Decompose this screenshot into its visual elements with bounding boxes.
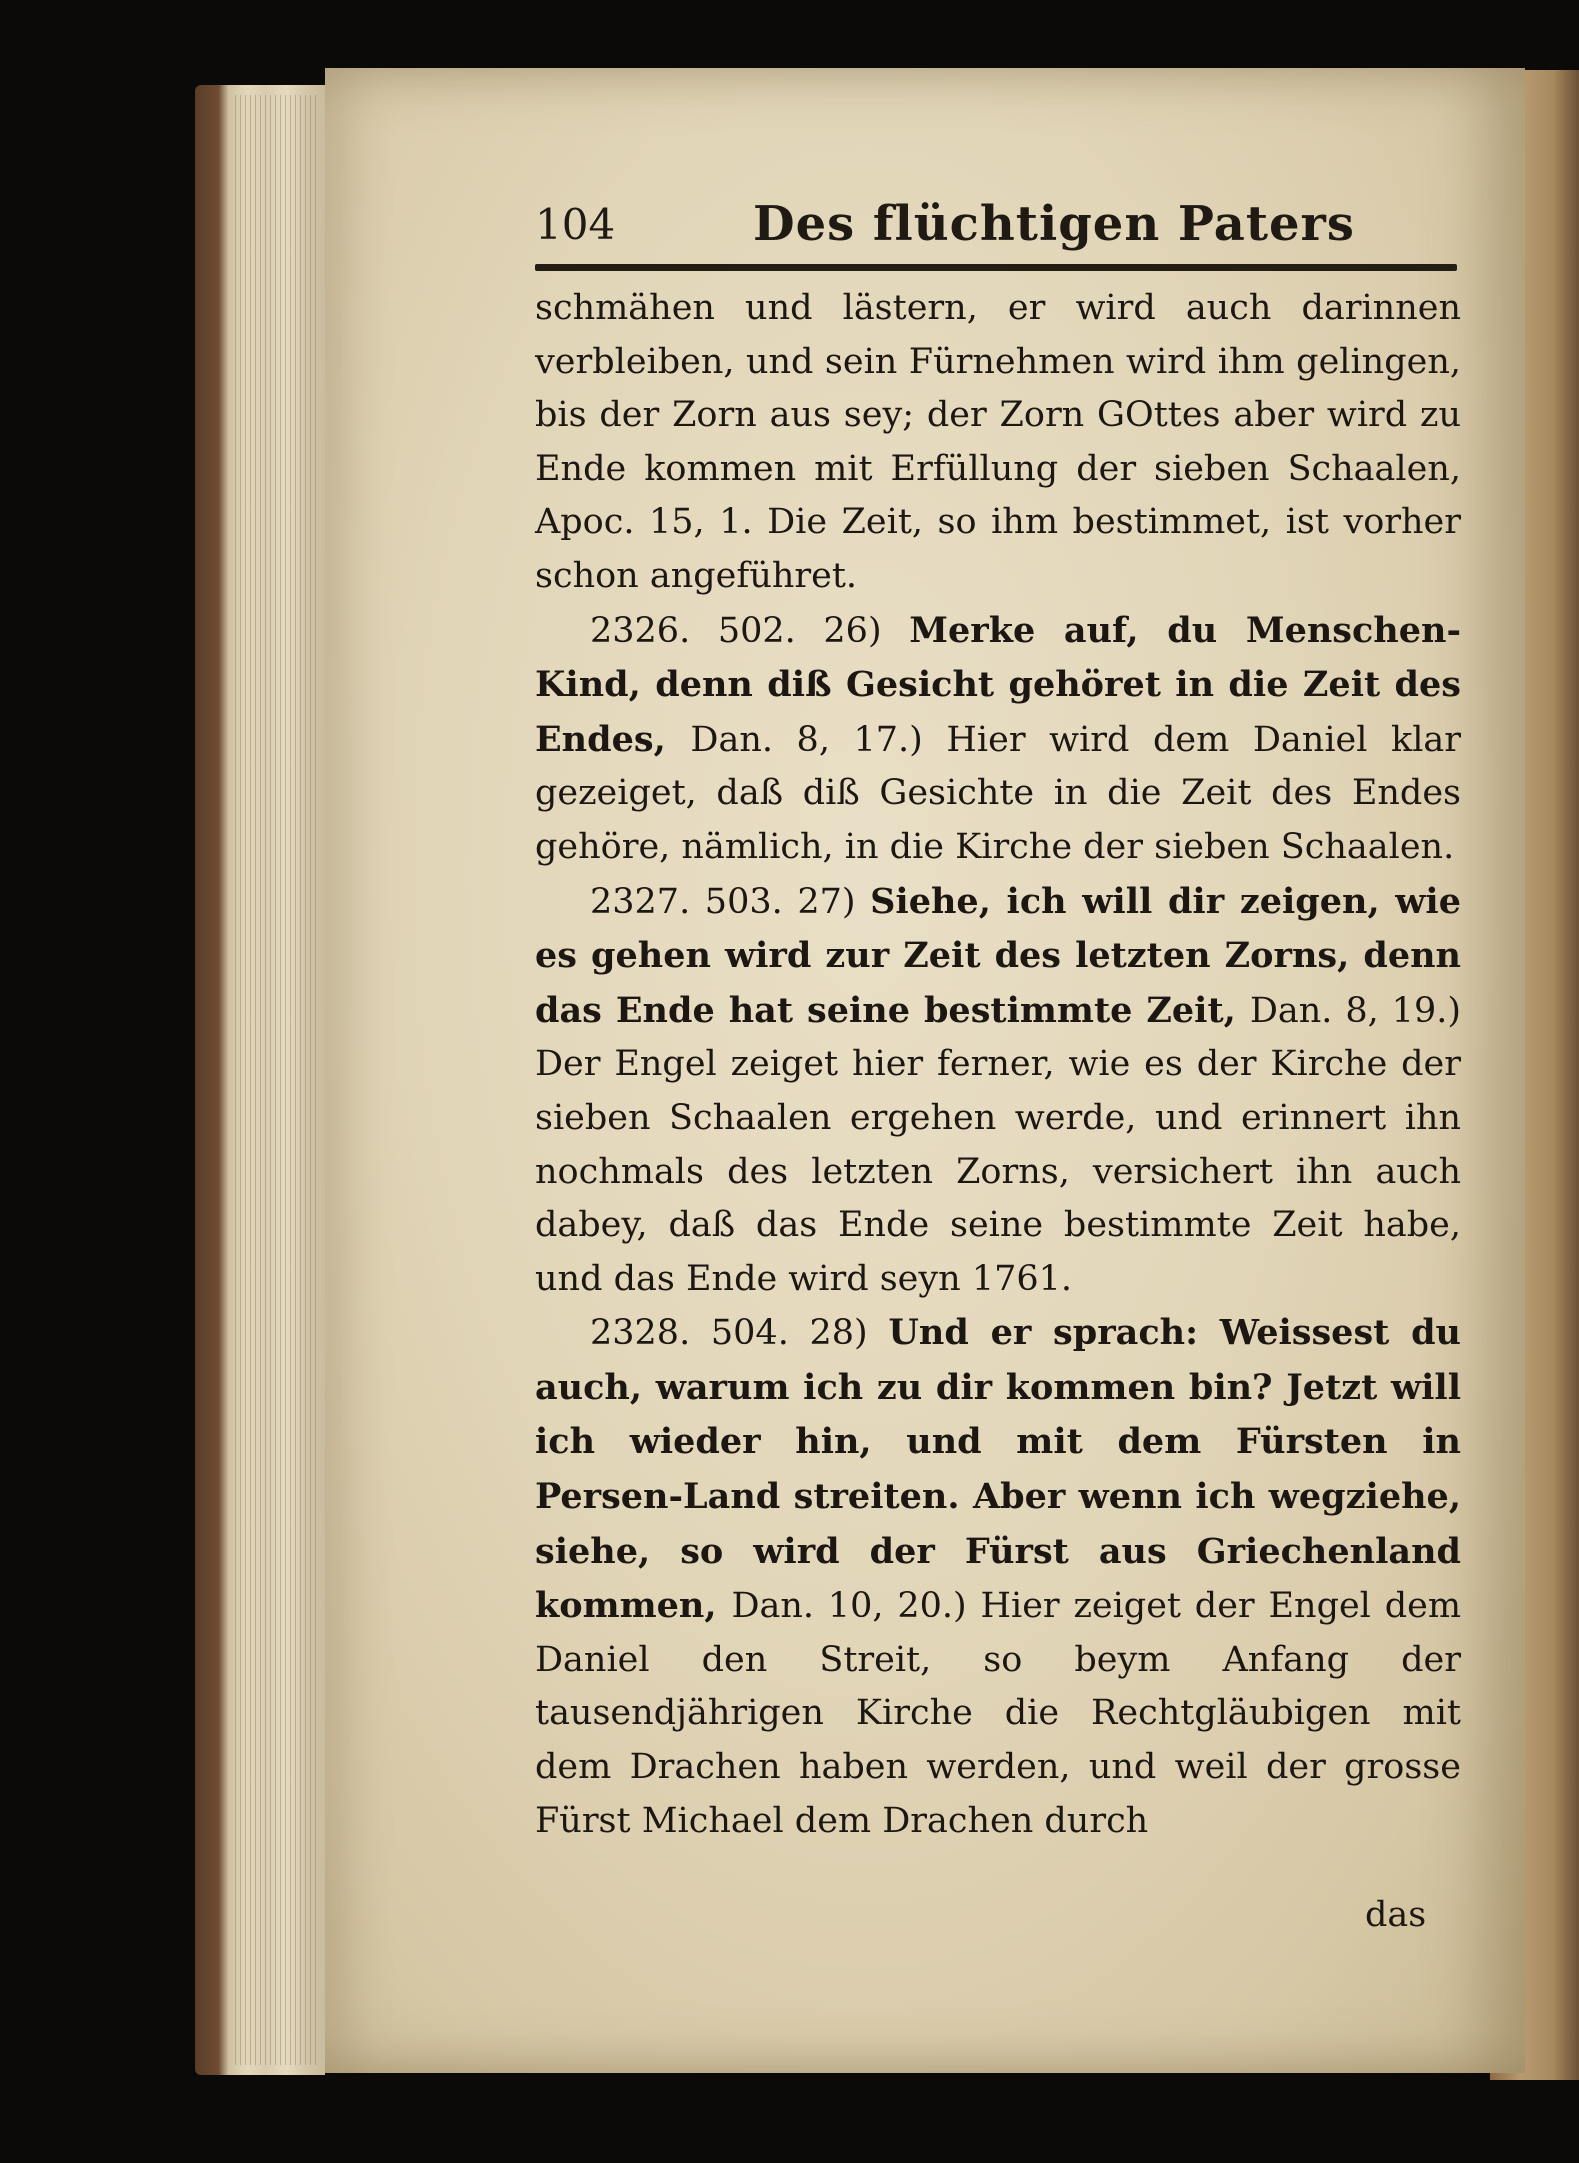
commentary-text: Dan. 8, 17.) Hier wird dem Daniel klar gezeiget, daß diß Gesichte in die Zeit des Endes gehöre, nämlich, in die Kirche der sieben Schaalen. xyxy=(535,719,1461,867)
page-edge-lines xyxy=(235,95,319,2065)
header-rule xyxy=(535,264,1457,271)
paragraph-text: schmähen und lästern, er wird auch darinnen verbleiben, und sein Fürnehmen wird ihm gelingen, bis der Zorn aus sey; der Zorn GOttes aber wird zu Ende kommen mit Erfüllung der sieben Schaalen, Apoc. 15, 1. Die Zeit, so ihm bestimmet, ist vorher schon angeführet. xyxy=(535,288,1461,596)
paragraph-continuation xyxy=(535,282,1461,604)
verse-reference: 2328. 504. 28) xyxy=(590,1313,889,1354)
paragraph-2328 xyxy=(535,1306,1461,1848)
scripture-quote: Siehe, ich will dir zeigen, wie es gehen wird zur Zeit des letzten Zorns, denn das Ende hat seine bestimmte Zeit, xyxy=(535,880,1461,1031)
verse-reference: 2327. 503. 27) xyxy=(590,881,871,922)
body-text xyxy=(535,282,1461,1848)
page-number: 104 xyxy=(535,200,616,249)
running-title: Des flüchtigen Paters xyxy=(753,196,1355,252)
paragraph-2326 xyxy=(535,604,1461,875)
catchword: das xyxy=(1365,1895,1427,1935)
paragraph-2327 xyxy=(535,875,1461,1307)
commentary-text: Dan. 8, 19.) Der Engel zeiget hier ferner, wie es der Kirche der sieben Schaalen ergehen werde, und erinnert ihn nochmals des letzten Zorns, versichert ihn auch dabey, daß das Ende seine bestimmte Zeit habe, und das Ende wird seyn 1761. xyxy=(535,990,1461,1299)
commentary-text: Dan. 10, 20.) Hier zeiget der Engel dem Daniel den Streit, so beym Anfang der tausendjährigen Kirche die Rechtgläubigen mit dem Drachen haben werden, und weil der grosse Fürst Michael dem Drachen durch xyxy=(535,1586,1462,1841)
verse-reference: 2326. 502. 26) xyxy=(590,610,910,651)
page-header xyxy=(535,196,1465,256)
scripture-quote: Und er sprach: Weissest du auch, warum ich zu dir kommen bin? Jetzt will ich wieder hin, und mit dem Fürsten in Persen-Land streiten. Aber wenn ich wegziehe, siehe, so wird der Fürst aus Griechenland kommen, xyxy=(535,1312,1461,1627)
scripture-quote: Merke auf, du Menschen-Kind, denn diß Gesicht gehöret in die Zeit des Endes, xyxy=(535,609,1461,760)
page-stack-edge xyxy=(195,85,325,2075)
